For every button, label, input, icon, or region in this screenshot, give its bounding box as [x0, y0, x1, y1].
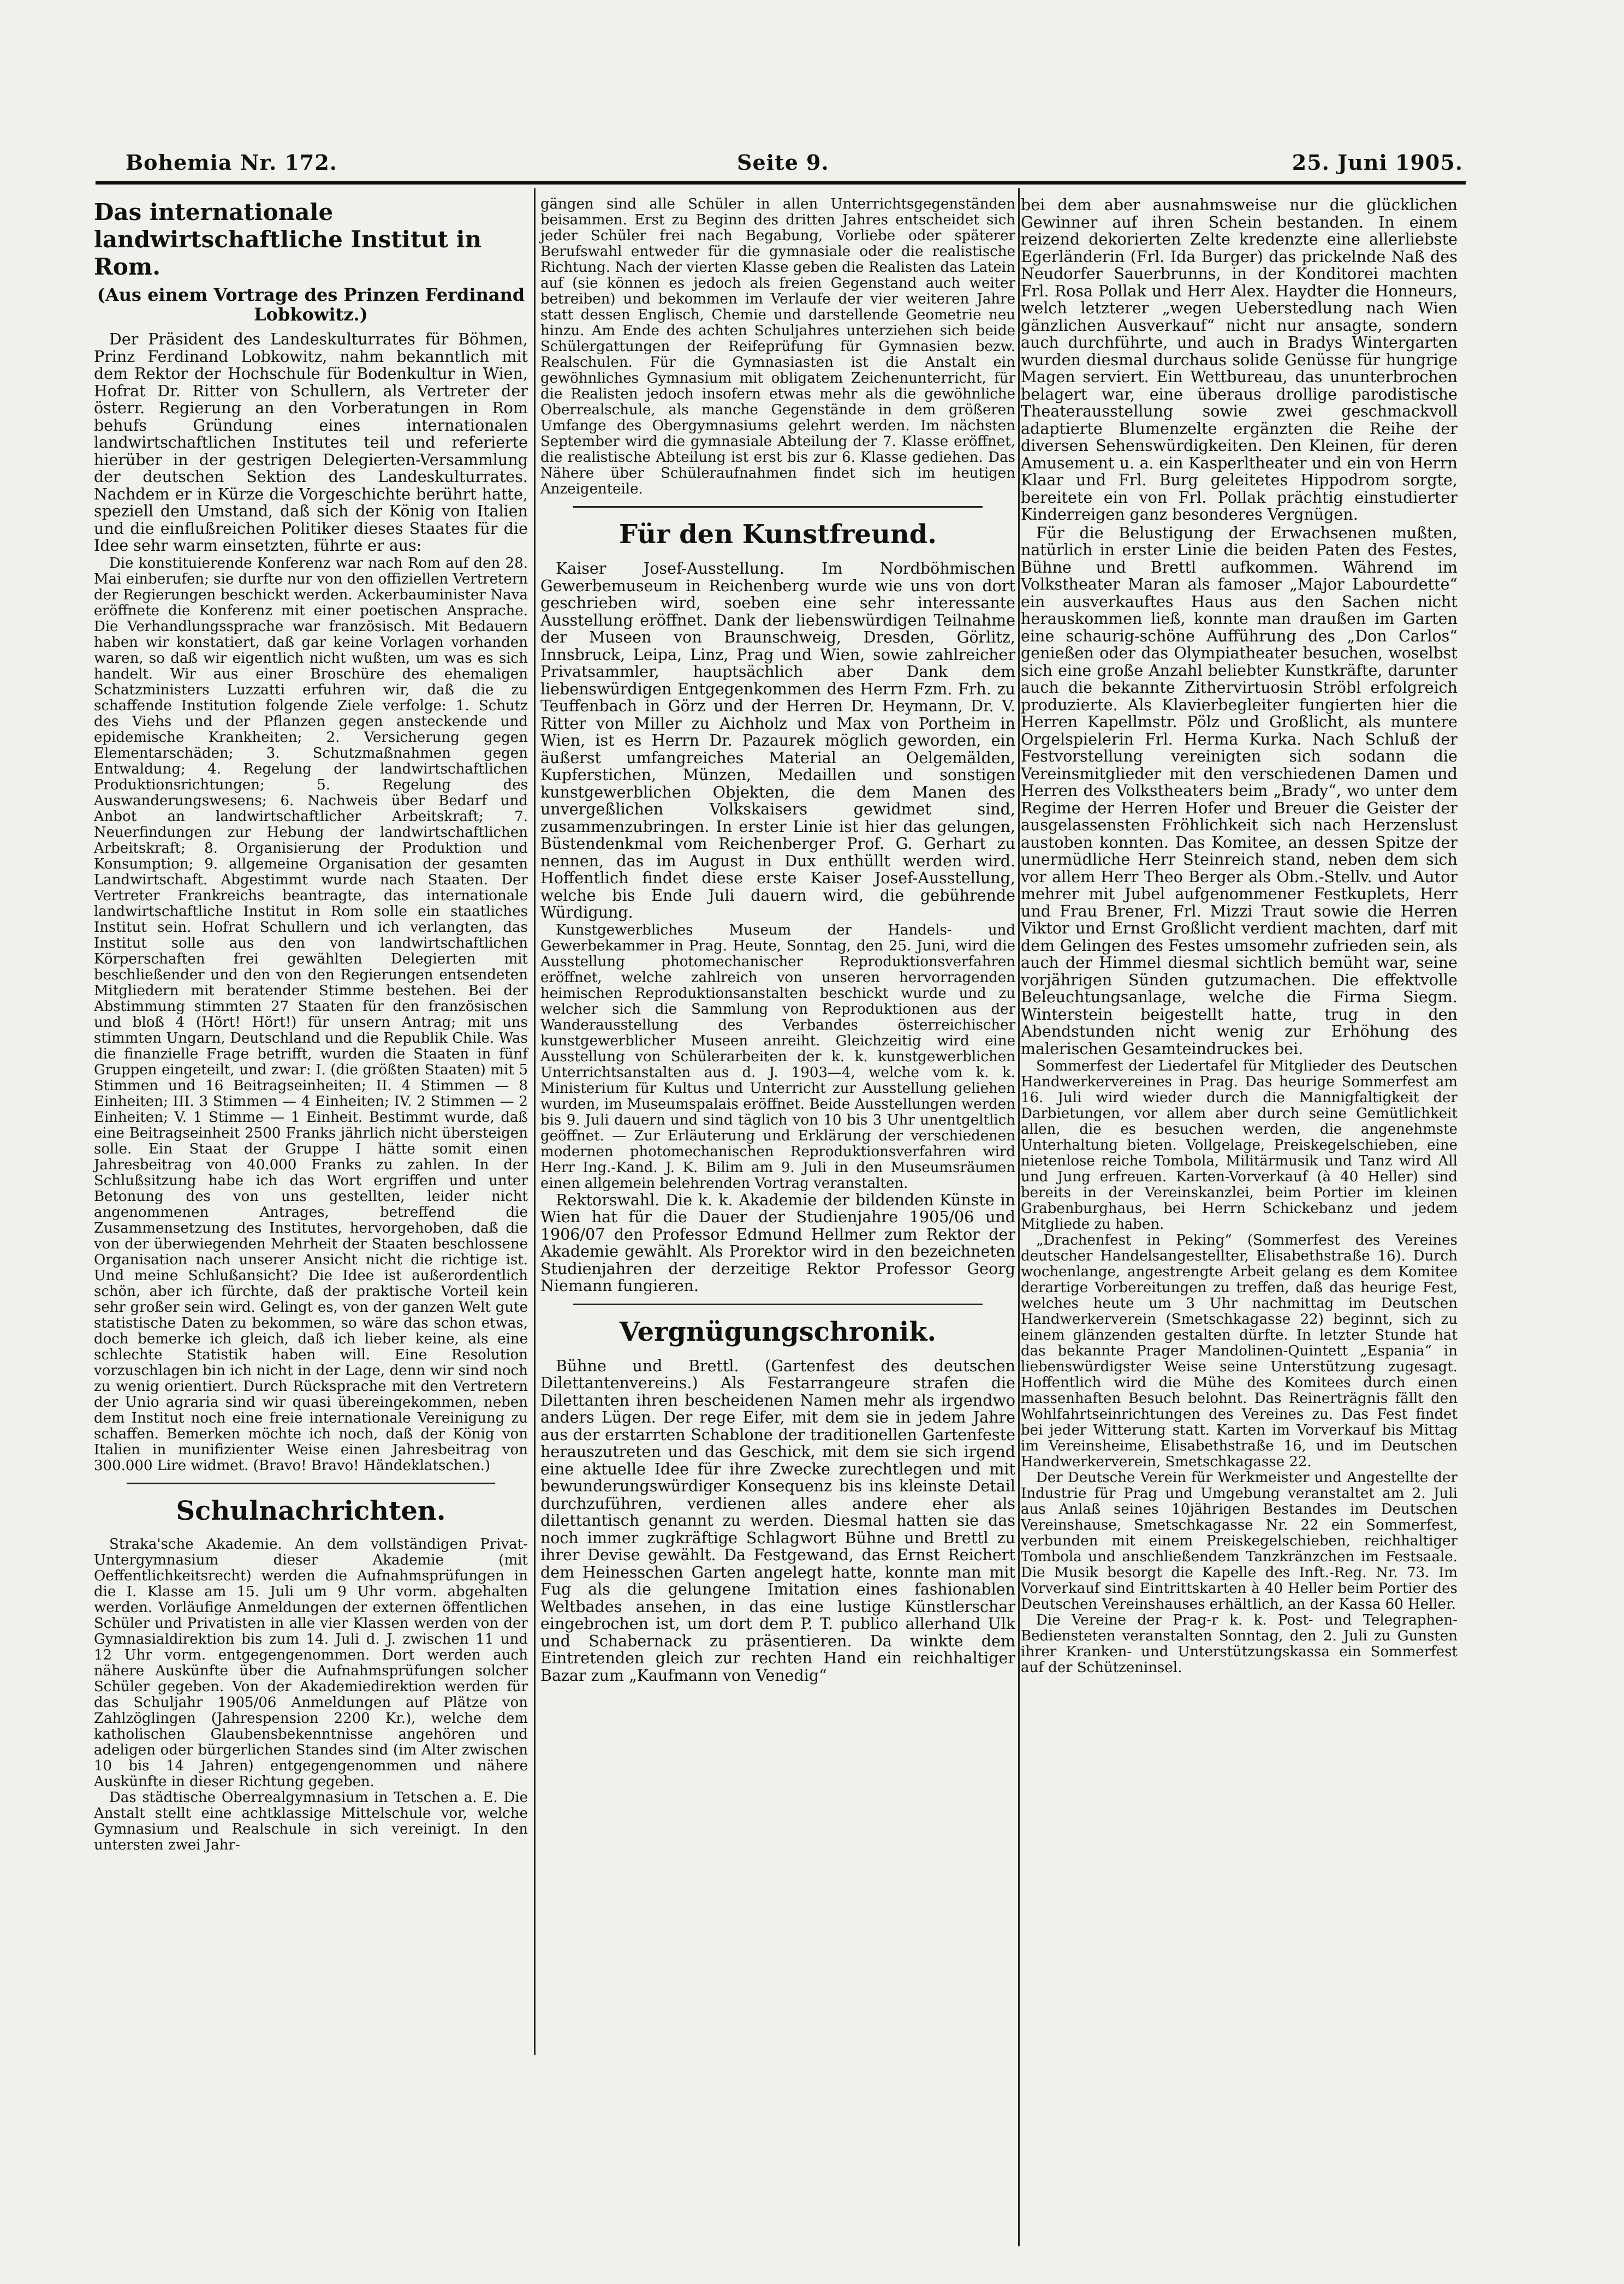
section-rule — [573, 506, 983, 508]
article-paragraph: bei dem aber ausnahmsweise nur die glücklichen Gewinner auf ihren Schein bestanden. In einem reizend dekorierten Zelte kredenzte eine allerliebste Egerländerin (Frl. Ida Burger) das prickelnde Naß des Neudorfer Sauerbrunns, in der Konditorei machten Frl. Rosa Pollak und Herr Alex. Haydter die Honneurs, welch letzterer „wegen Ueberstedlung nach Wien gänzlichen Ausverkauf“ nicht nur ansagte, sondern auch durchführte, und auch in Bradys Wintergarten wurden diesmal durchaus solide Genüsse für hungrige Magen serviert. Ein Wettbureau, das ununterbrochen belagert war, eine überaus drollige parodistische Theaterausstellung sowie zwei geschmackvoll adaptierte Blumenzelte ergänzten die Reihe der diversen Sehenswürdigkeiten. Den Kleinen, für deren Amusement u. a. ein Kasperltheater und ein von Herrn Klaar und Frl. Burg geleitetes Hippodrom sorgte, bereitete ein von Frl. Pollak prächtig einstudierter Kinderreigen ganz besonderes Vergnügen. — [1021, 196, 1458, 524]
article-paragraph: „Drachenfest in Peking“ (Sommerfest des Vereines deutscher Handelsangestellter, Elisabethstraße 16). Durch wochenlange, angestrengte Arbeit gelang es dem Komitee derartige Vorbereitungen zu treffen, daß das heurige Fest, welches heute um 3 Uhr nachmittag im Deutschen Handwerkerverein (Smetschkagasse 22) beginnt, sich zu einem glänzenden gestalten dürfte. In letzter Stunde hat das bekannte Prager Mandolinen-Quintett „Espania“ in liebenswürdigster Weise seine Unterstützung zugesagt. Hoffentlich wird die Mühe des Komitees durch einen massenhaften Besuch belohnt. Das Reinerträgnis fällt den Wohlfahrtseinrichtungen des Vereines zu. Das Fest findet bei jeder Witterung statt. Karten im Vorverkauf bis Mittag im Vereinsheime, Elisabethstraße 16, und im Deutschen Handwerkerverein, Smetschkagasse 22. — [1021, 1232, 1458, 1470]
article-paragraph: Der Präsident des Landeskulturrates für Böhmen, Prinz Ferdinand Lobkowitz, nahm bekanntlich mit dem Rektor der Hochschule für Bodenkultur in Wien, Hofrat Dr. Ritter von Schullern, als Vertreter der österr. Regierung an den Vorberatungen in Rom behufs Gründung eines internationalen landwirtschaftlichen Institutes teil und referierte hierüber in der gestrigen Delegierten-Versammlung der deutschen Sektion des Landeskulturrates. Nachdem er in Kürze die Vorgeschichte berührt hatte, speziell den Umstand, daß sich der König von Italien und die einflußreichen Politiker dieses Staates für die Idee sehr warm einsetzten, führte er aus: — [94, 330, 528, 555]
column-1 — [94, 197, 528, 1853]
column-divider-2 — [1018, 188, 1020, 2246]
section-heading-schulnachrichten: Schulnachrichten. — [176, 1495, 446, 1526]
issue-date: 25. Juni 1905. — [1292, 150, 1463, 175]
article-paragraph: Straka'sche Akademie. An dem vollständigen Privat-Untergymnasium dieser Akademie (mit Oeffentlichkeitsrecht) werden die Aufnahmsprüfungen in die I. Klasse am 15. Juli um 9 Uhr vorm. abgehalten werden. Vorläufige Anmeldungen der externen öffentlichen Schüler und Privatisten in alle vier Klassen werden von der Gymnasialdirektion bis zum 14. Juli d. J. zwischen 11 und 12 Uhr vorm. entgegengenommen. Dort werden auch nähere Auskünfte über die Aufnahmsprüfungen solcher Schüler gegeben. Von der Akademiedirektion werden für das Schuljahr 1905/06 Anmeldungen auf Plätze von Zahlzöglingen (Jahrespension 2200 Kr.), welche dem katholischen Glaubensbekenntnisse angehören und adeligen oder bürgerlichen Standes sind (im Alter zwischen 10 bis 14 Jahren) entgegengenommen und nähere Auskünfte in dieser Richtung gegeben. — [94, 1536, 528, 1790]
section-heading-kunstfreund: Für den Kunstfreund. — [618, 519, 937, 550]
header-rule — [96, 181, 1466, 185]
column-divider-1 — [534, 188, 536, 2055]
page-number: Seite 9. — [737, 150, 829, 175]
page-header — [126, 150, 1463, 183]
column-2 — [540, 197, 1015, 2249]
article-paragraph: Die konstituierende Konferenz war nach Rom auf den 28. Mai einberufen; sie durfte nur von den offiziellen Vertretern der Regierungen beschickt werden. Ackerbauminister Nava eröffnete die Konferenz mit einer poetischen Ansprache. Die Verhandlungssprache war französisch. Mit Bedauern haben wir konstatiert, daß gar keine Vorlagen vorhanden waren, so daß wir eigentlich nicht wußten, um was es sich handelt. Wir aus einer Broschüre des ehemaligen Schatzministers Luzzatti erfuhren wir, daß die zu schaffende Institution folgende Ziele verfolge: 1. Schutz des Viehs und der Pflanzen gegen ansteckende und epidemische Krankheiten; 2. Versicherung gegen Elementarschäden; 3. Schutzmaßnahmen gegen Entwaldung; 4. Regelung der landwirtschaftlichen Produktionsrichtungen; 5. Regelung des Auswanderungswesens; 6. Nachweis über Bedarf und Anbot an landwirtschaftlicher Arbeitskraft; 7. Neuerfindungen zur Hebung der landwirtschaftlichen Arbeitskraft; 8. Organisierung der Produktion und Konsumption; 9. allgemeine Organisation der gesamten Landwirtschaft. Abgestimmt wurde nach Staaten. Der Vertreter Frankreichs beantragte, das internationale landwirtschaftliche Institut in Rom solle ein staatliches Institut sein. Hofrat Schullern und ich verlangten, das Institut solle aus den von landwirtschaftlichen Körperschaften frei gewählten Delegierten mit beschließender und den von den Regierungen entsendeten Mitgliedern mit beratender Stimme bestehen. Bei der Abstimmung stimmten 27 Staaten für den französischen und bloß 4 (Hört! Hört!) für unsern Antrag; mit uns stimmten Ungarn, Deutschland und die Republik Chile. Was die finanzielle Frage betrifft, wurden die Staaten in fünf Gruppen eingeteilt, und zwar: I. (die größten Staaten) mit 5 Stimmen und 16 Beitragseinheiten; II. 4 Stimmen — 8 Einheiten; III. 3 Stimmen — 4 Einheiten; IV. 2 Stimmen — 2 Einheiten; V. 1 Stimme — 1 Einheit. Bestimmt wurde, daß eine Beitragseinheit 2500 Franks jährlich nicht übersteigen solle. Ein Staat der Gruppe I hätte somit einen Jahresbeitrag von 40.000 Franks zu zahlen. In der Schlußsitzung habe ich das Wort ergriffen und unter Betonung des von uns gestellten, leider nicht angenommenen Antrages, betreffend die Zusammensetzung des Institutes, hervorgehoben, daß die von der überwiegenden Mehrheit der Staaten beschlossene Organisation nach unserer Ansicht nicht die richtige ist. Und meine Schlußansicht? Die Idee ist außerordentlich schön, aber ich fürchte, daß der praktische Vorteil kein sehr großer sein wird. Gelingt es, von der ganzen Welt gute statistische Daten zu bekommen, so wäre das schon etwas, doch bemerke ich gleich, daß ich lieber keine, als eine schlechte Statistik haben will. Eine Resolution vorzuschlagen bin ich nicht in der Lage, denn wir sind noch zu wenig orientiert. Durch Rücksprache mit den Vertretern der Unio agraria sind wir quasi übereingekommen, neben dem Institut noch eine freie internationale Vereinigung zu schaffen. Bemerken möchte ich noch, daß der König von Italien in munifizienter Weise einen Jahresbeitrag von 300.000 Lire widmet. (Bravo! Bravo! Händeklatschen.) — [94, 555, 528, 1474]
article-paragraph: Das städtische Oberrealgymnasium in Tetschen a. E. Die Anstalt stellt eine achtklassige Mittelschule vor, welche Gymnasium und Realschule in sich vereinigt. In den untersten zwei Jahr- — [94, 1789, 528, 1853]
article-paragraph: Für die Belustigung der Erwachsenen mußten, natürlich in erster Linie die beiden Paten des Festes, Bühne und Brettl aufkommen. Während im Volkstheater Maran als famoser „Major Labourdette“ ein ausverkauftes Haus aus den Sachen nicht herauskommen ließ, konnte man draußen im Garten eine schaurig-schöne Aufführung des „Don Carlos“ genießen oder das Olympiatheater besuchen, woselbst sich eine große Anzahl beliebter Kunstkräfte, darunter auch die bekannte Zithervirtuosin Ströbl erfolgreich produzierte. Als Klavierbegleiter fungierten hier die Herren Kapellmstr. Pölz und Großlicht, als muntere Orgelspielerin Frl. Herma Kurka. Nach Schluß der Festvorstellung vereinigten sich sodann die Vereinsmitglieder mit den verschiedenen Damen und Herren des Volkstheaters beim „Brady“, wo unter dem Regime der Herren Hofer und Breuer die Geister der ausgelassensten Fröhlichkeit sich nach Herzenslust austoben konnten. Das Komitee, an dessen Spitze der unermüdliche Herr Steinreich stand, neben dem sich vor allem Herr Theo Berger als Obm.-Stellv. und Autor mehrer mit Jubel aufgenommener Festkuplets, Herr und Frau Brener, Frl. Mizzi Traut sowie die Herren Viktor und Ernst Großlicht verdient machten, darf mit dem Gelingen des Festes umsomehr zufrieden sein, als auch der Himmel diesmal sichtlich bemüht war, seine vorjährigen Sünden gutzumachen. Die effektvolle Beleuchtungsanlage, welche die Firma Siegm. Winterstein beigestellt hatte, trug in den Abendstunden nicht wenig zur Erhöhung des malerischen Gesamteindruckes bei. — [1021, 524, 1458, 1058]
article-paragraph: Der Deutsche Verein für Werkmeister und Angestellte der Industrie für Prag und Umgebung veranstaltet am 2. Juli aus Anlaß seines 10jährigen Bestandes im Deutschen Vereinshause, Smetschkagasse Nr. 22 ein Sommerfest, verbunden mit einem Preiskegelschieben, reichhaltiger Tombola und anschließendem Tanzkränzchen im Festsaale. Die Musik besorgt die Kapelle des Inft.-Reg. Nr. 73. Im Vorverkauf sind Eintrittskarten à 40 Heller beim Portier des Deutschen Vereinshauses erhältlich, an der Kassa 60 Heller. — [1021, 1470, 1458, 1613]
article-subtitle-institut: (Aus einem Vortrage des Prinzen Ferdinand Lobkowitz.) — [97, 284, 525, 325]
section-rule — [127, 1483, 495, 1484]
section-rule — [573, 1304, 983, 1305]
article-paragraph: gängen sind alle Schüler in allen Unterrichtsgegenständen beisammen. Erst zu Beginn des dritten Jahres entscheidet sich jeder Schüler frei nach Begabung, Vorliebe oder späterer Berufswahl entweder für die gymnasiale oder die realistische Richtung. Nach der vierten Klasse geben die Realisten das Latein auf (sie können es jedoch als freien Gegenstand auch weiter betreiben) und bekommen im Verlaufe der vier weiteren Jahre statt dessen Englisch, Chemie und darstellende Geometrie neu hinzu. Am Ende des achten Schuljahres unterziehen sich beide Schülergattungen der Reifeprüfung für Gymnasien bezw. Realschulen. Für die Gymnasiasten ist die Anstalt ein gewöhnliches Gymnasium mit obligatem Zeichenunterricht, für die Realisten jedoch insofern etwas mehr als die gewöhnliche Oberrealschule, als manche Gegenstände in dem größeren Umfange des Obergymnasiums gelehrt werden. Im nächsten September wird die gymnasiale Abteilung der 7. Klasse eröffnet, die realistische Abteilung ist erst bis zur 6. Klasse gediehen. Das Nähere über Schüleraufnahmen findet sich im heutigen Anzeigenteile. — [540, 196, 1015, 497]
section-heading-vergnuegungschronik: Vergnügungschronik. — [619, 1316, 937, 1347]
article-paragraph: Kunstgewerbliches Museum der Handels- und Gewerbekammer in Prag. Heute, Sonntag, den 25. Juni, wird die Ausstellung photomechanischer Reproduktionsverfahren eröffnet, welche zahlreich von unseren hervorragenden heimischen Reproduktionsanstalten beschickt wurde und zu welcher sich die Sammlung von Reproduktionen aus der Wanderausstellung des Verbandes österreichischer kunstgewerblicher Museen anreiht. Gleichzeitig wird eine Ausstellung von Schülerarbeiten der k. k. kunstgewerblichen Unterrichtsanstalten aus d. J. 1903—4, welche vom k. k. Ministerium für Kultus und Unterricht zur Ausstellung geliehen wurden, im Museumspalais eröffnet. Beide Ausstellungen werden bis 9. Juli dauern und sind täglich von 10 bis 3 Uhr unentgeltlich geöffnet. — Zur Erläuterung und Erklärung der verschiedenen modernen photomechanischen Reproduktionsverfahren wird Herr Ing.-Kand. J. K. Bilim am 9. Juli in den Museumsräumen einen allgemein belehrenden Vortrag veranstalten. — [540, 921, 1015, 1192]
masthead-issue: Bohemia Nr. 172. — [126, 150, 338, 175]
article-paragraph: Die Vereine der Prag-r k. k. Post- und Telegraphen-Bediensteten veranstalten Sonntag, den 2. Juli zu Gunsten ihrer Kranken- und Unterstützungskassa ein Sommerfest auf der Schützeninsel. — [1021, 1612, 1458, 1676]
article-paragraph: Kaiser Josef-Ausstellung. Im Nordböhmischen Gewerbemuseum in Reichenberg wurde wie uns von dort geschrieben wird, soeben eine sehr interessante Ausstellung eröffnet. Dank der liebenswürdigen Teilnahme der Museen von Braunschweig, Dresden, Görlitz, Innsbruck, Leipa, Linz, Prag und Wien, sowie zahlreicher Privatsammler, hauptsächlich aber Dank dem liebenswürdigen Entgegenkommen des Herrn Fzm. Frh. zu Teuffenbach in Görz und der Herren Dr. Heymann, Dr. V. Ritter von Miller zu Aichholz und Max von Portheim in Wien, ist es Herrn Dr. Pazaurek möglich geworden, ein äußerst umfangreiches Material an Oelgemälden, Kupferstichen, Münzen, Medaillen und sonstigen kunstgewerblichen Objekten, die dem Manen des unvergeßlichen Volkskaisers gewidmet sind, zusammenzubringen. In erster Linie ist hier das gelungen, Büstendenkmal vom Reichenberger Prof. G. Gerhart zu nennen, das im August in Dux enthüllt werden wird. Hoffentlich findet diese erste Kaiser Josef-Ausstellung, welche bis Ende Juli dauern wird, die gebührende Würdigung. — [540, 560, 1015, 921]
article-title-institut: Das internationale landwirtschaftliche Institut in Rom. — [94, 199, 482, 280]
article-paragraph: Bühne und Brettl. (Gartenfest des deutschen Dilettantenvereins.) Als Festarrangeure strafen die Dilettanten ihren bescheidenen Namen mehr als irgendwo anders Lügen. Der rege Eifer, mit dem sie in jedem Jahre aus der erstarrten Schablone der traditionellen Gartenfeste herauszutreten und das Geschick, mit dem sie sich irgend eine aktuelle Idee für ihre Zwecke zurechtlegen und mit bewunderungswürdiger Konsequenz bis ins kleinste Detail durchzuführen, verdienen alles andere eher als dilettantisch genannt zu werden. Diesmal hatten sie das noch immer zugkräftige Schlagwort Bühne und Brettl zu ihrer Devise gewählt. Da Festgewand, das Ernst Reichert dem Heinesschen Garten angelegt hatte, konnte man mit Fug als die gelungene Imitation eines fashionablen Weltbades ansehen, in das eine lustige Künstlerschar eingebrochen ist, um dort dem P. T. publico allerhand Ulk und Schabernack zu präsentieren. Da winkte dem Eintretenden gleich zur rechten Hand ein reichhaltiger Bazar zum „Kaufmann von Venedig“ — [540, 1357, 1015, 1685]
article-paragraph: Sommerfest der Liedertafel für Mitglieder des Deutschen Handwerkervereines in Prag. Das heurige Sommerfest am 16. Juli wird wieder durch die Mannigfaltigkeit der Darbietungen, vor allem aber durch seine Gemütlichkeit allen, die es besuchen werden, die angenehmste Unterhaltung bieten. Vollgelage, Preiskegelschieben, eine nietenlose reiche Tombola, Militärmusik und Tanz wird All und Jung erfreuen. Karten-Vorverkauf (à 40 Heller) sind bereits in der Vereinskanzlei, beim Portier im kleinen Grabenburghaus, bei Herrn Schickebanz und jedem Mitgliede zu haben. — [1021, 1058, 1458, 1233]
article-paragraph: Rektorswahl. Die k. k. Akademie der bildenden Künste in Wien hat für die Dauer der Studienjahre 1905/06 und 1906/07 den Professor Edmund Hellmer zum Rektor der Akademie gewählt. Als Prorektor wird in den bezeichneten Studienjahren der derzeitige Rektor Professor Georg Niemann fungieren. — [540, 1191, 1015, 1295]
column-3 — [1021, 197, 1458, 2227]
